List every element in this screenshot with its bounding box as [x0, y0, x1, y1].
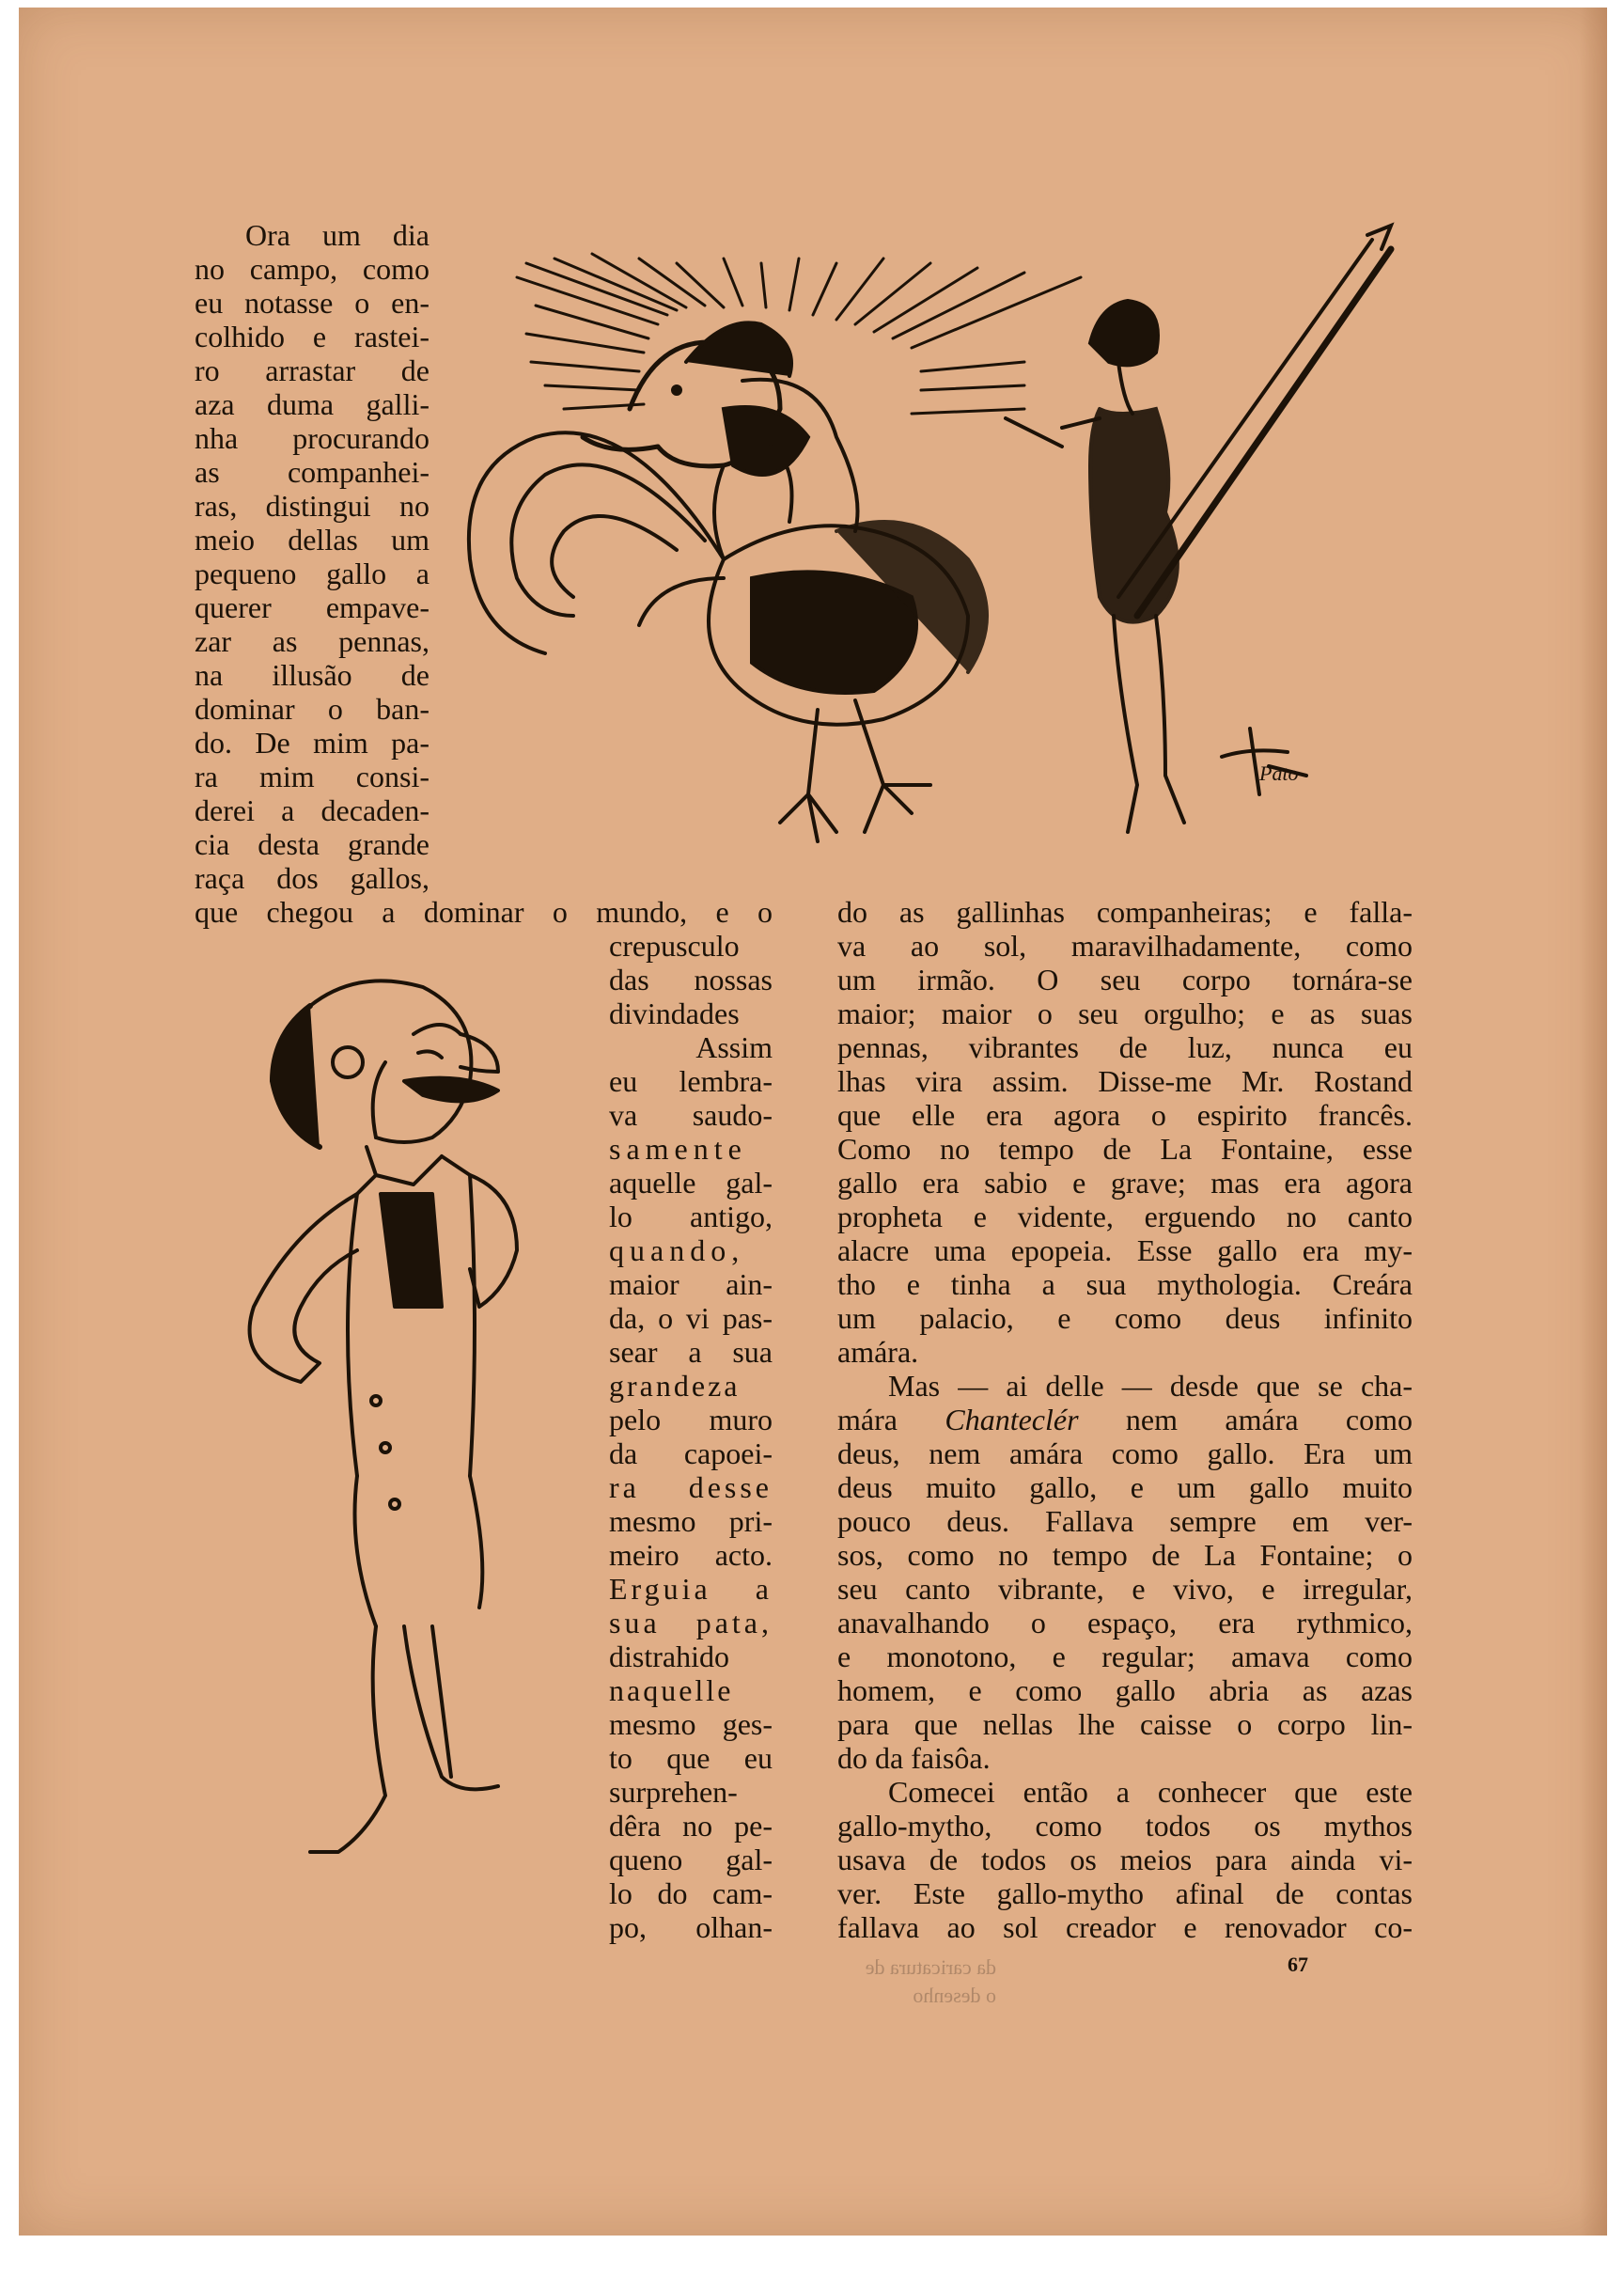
text-line: fallava ao sol creador e renovador co-	[837, 1910, 1413, 1944]
text-line: alacre uma epopeia. Esse gallo era my-	[837, 1233, 1413, 1267]
text-line: no campo, como	[195, 252, 429, 286]
text-line: meiro acto.	[609, 1538, 773, 1572]
text-line: ra desse	[609, 1470, 773, 1504]
text-line: Erguia a	[609, 1572, 773, 1606]
text-line: sear a sua	[609, 1335, 773, 1369]
text-line: para que nellas lhe caisse o corpo lin-	[837, 1707, 1413, 1741]
text-line: ra mim consi-	[195, 760, 429, 793]
text-line: va saudo-	[609, 1098, 773, 1132]
text-line: da, o vi pas-	[609, 1301, 773, 1335]
text-line: um irmão. O seu corpo tornára-se	[837, 963, 1413, 996]
text-line: da capoei-	[609, 1436, 773, 1470]
text-line: pelo muro	[609, 1403, 773, 1436]
text-line: que chegou a dominar o mundo, e o	[195, 895, 773, 929]
text-line: distrahido	[609, 1640, 729, 1673]
text-full-line	[195, 895, 773, 929]
text-line-with-italic	[837, 1403, 1413, 1436]
text-line: lhas vira assim. Disse-me Mr. Rostand	[837, 1064, 1413, 1098]
text-line: seu canto vibrante, e vivo, e irregular,	[837, 1572, 1413, 1606]
text-line: quando,	[609, 1233, 745, 1267]
text-line: pennas, vibrantes de luz, nunca eu	[837, 1030, 1413, 1064]
text-line: Ora um dia	[245, 218, 429, 252]
text-line: Comecei então a conhecer que este	[888, 1775, 1413, 1809]
text-line: aza duma galli-	[195, 387, 429, 421]
text-line: crepusculo	[609, 929, 740, 963]
text-line: ras, distingui no	[195, 489, 429, 523]
page-number: 67	[1288, 1953, 1308, 1976]
column-right	[837, 895, 1413, 1944]
text-line: pouco deus. Fallava sempre em ver-	[837, 1504, 1413, 1538]
text-line: gallo era sabio e grave; mas era agora	[837, 1166, 1413, 1200]
text-line: querer empave-	[195, 590, 429, 624]
bleed-line: o desenho	[913, 1984, 996, 2007]
text-line: Assim	[695, 1030, 773, 1064]
text-line: colhido e rastei-	[195, 320, 429, 353]
man-caricature-illustration	[197, 949, 611, 1890]
text-line: ver. Este gallo-mytho afinal de contas	[837, 1876, 1413, 1910]
text-line: cia desta grande	[195, 827, 429, 861]
text-line: maior; maior o seu orgulho; e as suas	[837, 996, 1413, 1030]
text-line: eu lembra-	[609, 1064, 773, 1098]
text-line: deus, nem amára como gallo. Era um	[837, 1436, 1413, 1470]
text-line: nha procurando	[195, 421, 429, 455]
text-line: lo antigo,	[609, 1200, 773, 1233]
text-line: propheta e vidente, erguendo no canto	[837, 1200, 1413, 1233]
text-line: na illusão de	[195, 658, 429, 692]
text-line: derei a decaden-	[195, 793, 429, 827]
text-line: to que eu	[609, 1741, 773, 1775]
illustration-signature: Pato	[1259, 761, 1299, 785]
text-line: divindades	[609, 996, 740, 1030]
text-line: do as gallinhas companheiras; e falla-	[837, 895, 1413, 929]
text-line: aquelle gal-	[609, 1166, 773, 1200]
text-line: tho e tinha a sua mythologia. Creára	[837, 1267, 1413, 1301]
bleed-line: da caricatura de	[865, 1955, 996, 1979]
text-line: sos, como no tempo de La Fontaine; o	[837, 1538, 1413, 1572]
text-fragment: mára	[837, 1403, 898, 1436]
text-line: grandeza	[609, 1369, 741, 1403]
text-line: e monotono, e regular; amava como	[837, 1640, 1413, 1673]
text-line: das nossas	[609, 963, 773, 996]
text-line: maior ain-	[609, 1267, 773, 1301]
column-narrow	[609, 929, 773, 1944]
text-line: deus muito gallo, e um gallo muito	[837, 1470, 1413, 1504]
text-line: anavalhando o espaço, era rythmico,	[837, 1606, 1413, 1640]
text-line: queno gal-	[609, 1843, 773, 1876]
rooster-woman-illustration	[442, 221, 1410, 898]
text-line: po, olhan-	[609, 1910, 773, 1944]
text-line: um palacio, e como deus infinito	[837, 1301, 1413, 1335]
text-line: homem, e como gallo abria as azas	[837, 1673, 1413, 1707]
text-fragment: nem amára como	[1125, 1403, 1413, 1436]
text-line: va ao sol, maravilhadamente, como	[837, 929, 1413, 963]
bleed-through-text	[639, 1953, 996, 2010]
text-line: amára.	[837, 1335, 919, 1369]
text-line: as companhei-	[195, 455, 429, 489]
text-line: que elle era agora o espirito francês.	[837, 1098, 1413, 1132]
chanteclér-italic: Chanteclér	[945, 1403, 1079, 1436]
text-line: samente	[609, 1132, 747, 1166]
text-line: dominar o ban-	[195, 692, 429, 726]
text-line: raça dos gallos,	[195, 861, 429, 895]
text-line: gallo-mytho, como todos os mythos	[837, 1809, 1413, 1843]
text-line: mesmo ges-	[609, 1707, 773, 1741]
text-line: Mas — ai delle — desde que se cha-	[888, 1369, 1413, 1403]
text-line: mesmo pri-	[609, 1504, 773, 1538]
text-line: Como no tempo de La Fontaine, esse	[837, 1132, 1413, 1166]
text-line: meio dellas um	[195, 523, 429, 557]
column-left-top	[195, 218, 429, 895]
text-line: naquelle	[609, 1673, 734, 1707]
text-line: do. De mim pa-	[195, 726, 429, 760]
text-line: zar as pennas,	[195, 624, 429, 658]
text-line: usava de todos os meios para ainda vi-	[837, 1843, 1413, 1876]
text-line: eu notasse o en-	[195, 286, 429, 320]
text-line: ro arrastar de	[195, 353, 429, 387]
text-line: surprehen-	[609, 1775, 738, 1809]
text-line: sua pata,	[609, 1606, 773, 1640]
text-line: dêra no pe-	[609, 1809, 773, 1843]
text-line: do da faisôa.	[837, 1741, 991, 1775]
text-line: pequeno gallo a	[195, 557, 429, 590]
text-line: lo do cam-	[609, 1876, 773, 1910]
